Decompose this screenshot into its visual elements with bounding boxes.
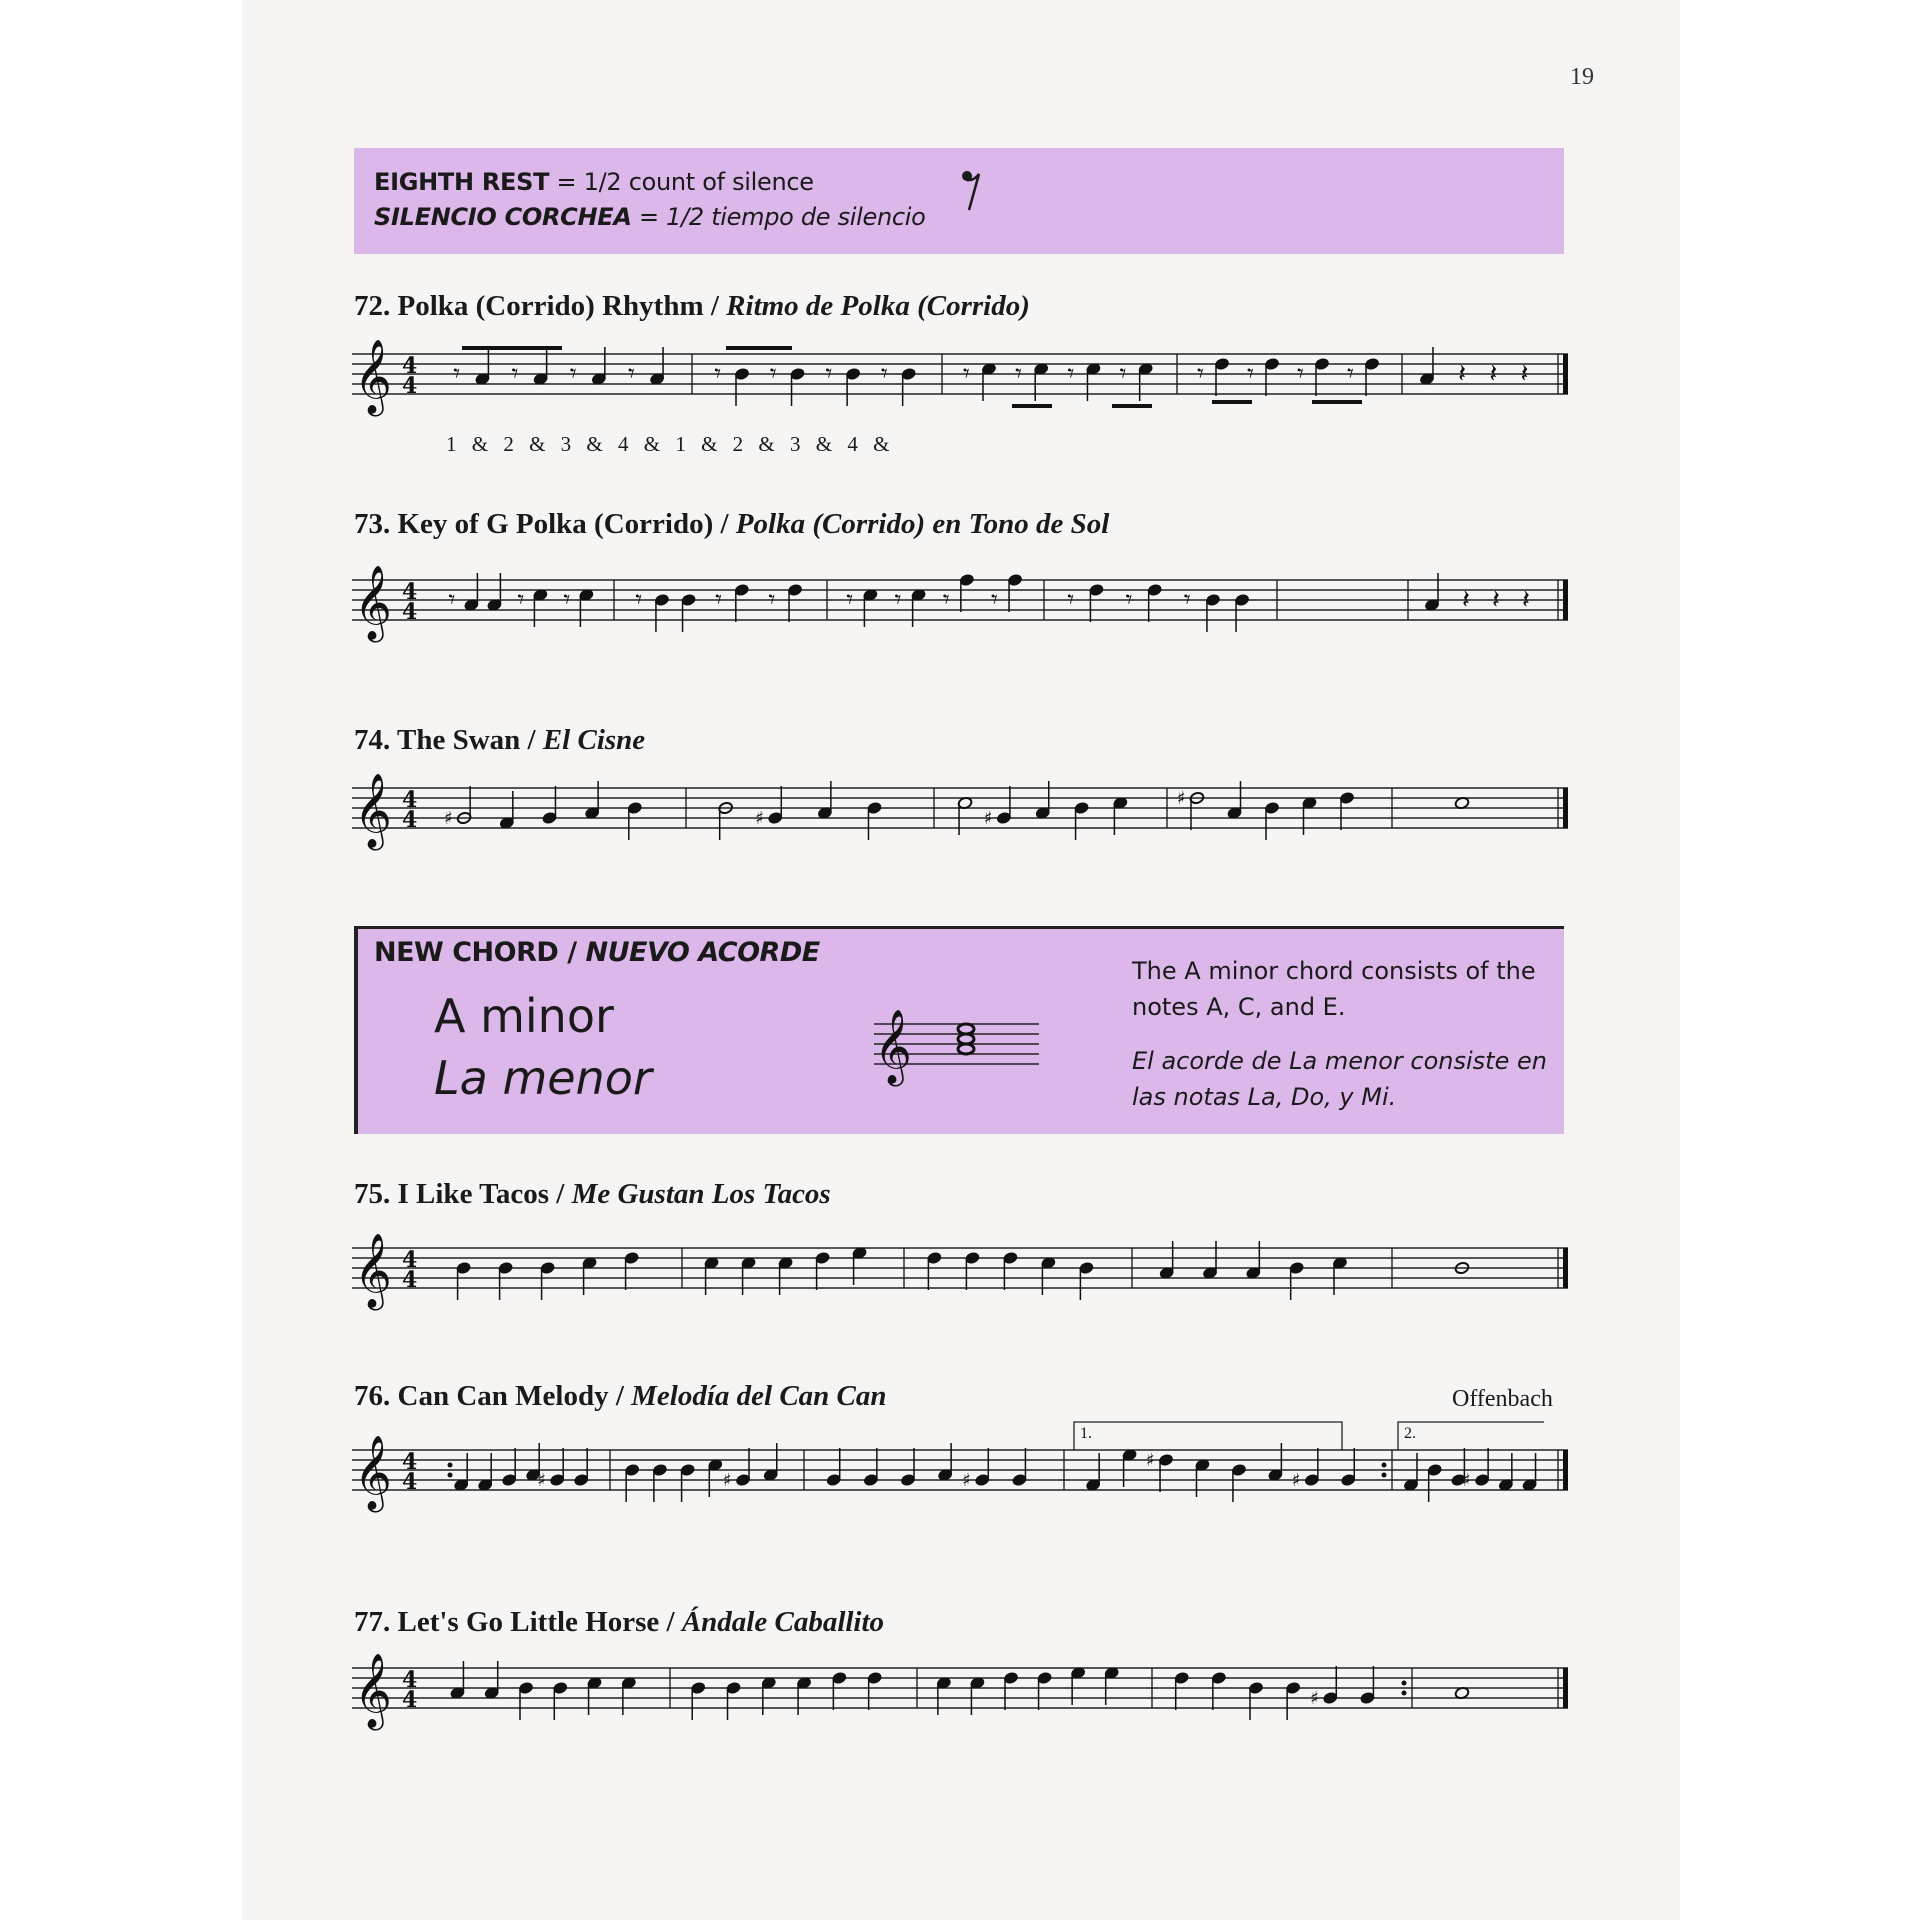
rest-icon: 𝄾 — [1297, 359, 1304, 389]
rest-icon: 𝄾 — [1119, 359, 1127, 389]
treble-clef-icon: 𝄞 — [354, 1436, 392, 1510]
rest-icon: 𝄾 — [846, 585, 854, 615]
sharp-icon: ♯ — [1291, 1470, 1301, 1491]
time-signature-bottom: 4 — [402, 599, 418, 625]
title-separator: / — [666, 1606, 675, 1638]
rest-icon: 𝄾 — [769, 359, 777, 389]
exercise-title-es: Ándale Caballito — [681, 1606, 885, 1638]
beam — [462, 346, 562, 350]
rest-icon: 𝄽 — [1489, 359, 1498, 389]
rest-icon: 𝄾 — [825, 359, 833, 389]
staff-exercise-76 — [352, 1410, 1568, 1530]
sharp-icon: ♯ — [1310, 1688, 1320, 1709]
rest-icon: 𝄽 — [1522, 585, 1530, 615]
time-signature-bottom: 4 — [402, 1267, 418, 1293]
a-minor-chord-staff — [874, 989, 1044, 1099]
rest-icon: 𝄾 — [448, 585, 456, 615]
rest-icon: 𝄽 — [1520, 359, 1529, 389]
eighth-rest-def: = 1/2 count of silence — [556, 168, 814, 196]
exercise-title-en: I Like Tacos — [397, 1178, 549, 1210]
treble-clef-icon: 𝄞 — [354, 340, 392, 414]
exercise-77-title — [354, 1606, 884, 1639]
exercise-title-en: Can Can Melody — [397, 1380, 609, 1412]
final-barline-thick — [1563, 354, 1568, 394]
beam — [1112, 404, 1152, 408]
rest-icon: 𝄾 — [880, 359, 888, 389]
time-signature-bottom: 4 — [402, 373, 418, 399]
treble-clef-icon: 𝄞 — [354, 774, 392, 848]
time-signature-top: 4 — [402, 1667, 418, 1693]
rest-icon: 𝄾 — [714, 359, 722, 389]
sharp-icon: ♯ — [1462, 1470, 1471, 1491]
sharp-icon: ♯ — [983, 808, 993, 829]
heading-en: NEW CHORD — [374, 937, 559, 968]
exercise-76-title — [354, 1380, 887, 1413]
treble-clef-icon: 𝄞 — [354, 1234, 392, 1308]
rest-icon: 𝄾 — [511, 359, 519, 389]
rest-icon: 𝄾 — [1015, 359, 1023, 389]
repeat-dot — [448, 1473, 453, 1478]
rest-icon: 𝄾 — [1197, 359, 1204, 389]
eighth-rest-callout — [354, 148, 1564, 254]
final-barline-thick — [1563, 580, 1568, 620]
chord-note-head — [958, 1024, 974, 1034]
sharp-icon: ♯ — [755, 808, 764, 829]
exercise-title-es: El Cisne — [542, 724, 646, 756]
eighth-rest-term: EIGHTH REST — [374, 168, 550, 196]
rest-icon: 𝄾 — [517, 585, 525, 615]
repeat-dot — [1382, 1473, 1387, 1478]
new-chord-callout — [354, 926, 1564, 1134]
sharp-icon: ♯ — [962, 1470, 972, 1491]
chord-description-es: El acorde de La menor consiste en las notas La, Do, y Mi. — [1132, 1047, 1547, 1111]
rest-icon: 𝄾 — [962, 359, 970, 389]
exercise-title-es: Melodía del Can Can — [631, 1380, 887, 1412]
rest-icon: 𝄾 — [1125, 585, 1133, 615]
exercise-75-title — [354, 1178, 831, 1211]
rest-icon: 𝄾 — [569, 359, 577, 389]
sharp-icon: ♯ — [1177, 788, 1186, 809]
eighth-rest-definition-es — [374, 203, 926, 231]
staff-exercise-75 — [352, 1228, 1568, 1328]
eighth-rest-definition-en — [374, 168, 814, 196]
rest-icon: 𝄾 — [715, 585, 723, 615]
time-signature-top: 4 — [402, 787, 418, 813]
sharp-icon: ♯ — [444, 808, 453, 829]
exercise-number: 76. — [354, 1380, 391, 1412]
exercise-73-title — [354, 508, 1109, 541]
final-barline-thick — [1563, 1668, 1568, 1708]
rest-icon: 𝄾 — [627, 359, 635, 389]
chord-name-en: A minor — [434, 989, 614, 1043]
rest-icon: 𝄾 — [1067, 585, 1075, 615]
page-number: 19 — [1570, 64, 1594, 90]
title-separator: / — [556, 1178, 565, 1210]
exercise-title-es: Me Gustan Los Tacos — [571, 1178, 831, 1210]
exercise-number: 75. — [354, 1178, 391, 1210]
title-separator: / — [615, 1380, 624, 1412]
exercise-title-en: Key of G Polka (Corrido) — [397, 508, 714, 540]
rest-icon: 𝄾 — [1347, 359, 1354, 389]
exercise-title-en: Polka (Corrido) Rhythm — [397, 290, 704, 322]
exercise-title-en: The Swan — [396, 724, 521, 756]
title-separator: / — [527, 724, 536, 756]
counting-guide: 1 & 2 & 3 & 4 & 1 & 2 & 3 & 4 & — [446, 432, 891, 456]
sharp-icon: ♯ — [537, 1470, 546, 1491]
treble-clef-icon: 𝄞 — [354, 566, 392, 640]
eighth-rest-icon — [958, 166, 988, 216]
rest-icon: 𝄾 — [768, 585, 776, 615]
staff-exercise-72 — [352, 334, 1568, 434]
title-separator: / — [720, 508, 729, 540]
time-signature-bottom: 4 — [402, 1687, 418, 1713]
exercise-title-es: Ritmo de Polka (Corrido) — [726, 290, 1030, 322]
exercise-title-en: Let's Go Little Horse — [397, 1606, 660, 1638]
treble-clef-icon: 𝄞 — [354, 1654, 392, 1728]
rest-icon: 𝄾 — [1067, 359, 1075, 389]
chord-name-es: La menor — [434, 1051, 652, 1105]
rest-icon: 𝄽 — [1492, 585, 1500, 615]
repeat-dot — [1402, 1691, 1407, 1696]
exercise-72-title — [354, 290, 1030, 323]
treble-clef-icon: 𝄞 — [874, 1010, 912, 1084]
rest-icon: 𝄾 — [635, 585, 643, 615]
exercise-number: 77. — [354, 1606, 391, 1638]
exercise-number: 74. — [354, 724, 391, 756]
exercise-number: 72. — [354, 290, 391, 322]
final-barline-thick — [1563, 1450, 1568, 1490]
title-separator: / — [710, 290, 719, 322]
time-signature-bottom: 4 — [402, 1469, 418, 1495]
repeat-dot — [1402, 1681, 1407, 1686]
time-signature-top: 4 — [402, 1247, 418, 1273]
chord-description-en: The A minor chord consists of the notes A, C, and E. — [1132, 957, 1536, 1021]
silencio-corchea-term: SILENCIO CORCHEA — [374, 203, 632, 231]
rest-icon: 𝄾 — [1247, 359, 1254, 389]
first-ending-bracket — [1074, 1422, 1342, 1450]
composer-credit: Offenbach — [1452, 1386, 1553, 1412]
first-ending-label: 1. — [1080, 1425, 1092, 1442]
staff-exercise-77 — [352, 1648, 1568, 1748]
exercise-title-es: Polka (Corrido) en Tono de Sol — [735, 508, 1110, 540]
second-ending-label: 2. — [1404, 1425, 1416, 1442]
staff-exercise-73 — [352, 560, 1568, 660]
rest-icon: 𝄾 — [453, 359, 461, 389]
heading-es: NUEVO ACORDE — [585, 937, 820, 968]
beam — [1012, 404, 1052, 408]
sharp-icon: ♯ — [1146, 1450, 1155, 1471]
repeat-dot — [1382, 1463, 1387, 1468]
time-signature-top: 4 — [402, 579, 418, 605]
rest-icon: 𝄾 — [942, 585, 950, 615]
second-ending-bracket — [1398, 1422, 1544, 1450]
time-signature-top: 4 — [402, 353, 418, 379]
exercise-74-title — [354, 724, 645, 757]
exercise-number: 73. — [354, 508, 391, 540]
sharp-icon: ♯ — [723, 1470, 732, 1491]
rest-icon: 𝄽 — [1462, 585, 1470, 615]
rest-icon: 𝄾 — [990, 585, 998, 615]
beam — [726, 346, 792, 350]
beam — [1312, 400, 1362, 404]
beam — [1212, 400, 1252, 404]
rest-icon: 𝄾 — [894, 585, 902, 615]
repeat-dot — [448, 1463, 453, 1468]
time-signature-top: 4 — [402, 1449, 418, 1475]
rest-icon: 𝄽 — [1458, 359, 1467, 389]
silencio-corchea-def: = 1/2 tiempo de silencio — [639, 203, 926, 231]
rest-icon: 𝄾 — [1183, 585, 1191, 615]
new-chord-heading — [374, 937, 820, 968]
time-signature-bottom: 4 — [402, 807, 418, 833]
heading-separator: / — [567, 937, 577, 968]
final-barline-thick — [1563, 788, 1568, 828]
final-barline-thick — [1563, 1248, 1568, 1288]
staff-exercise-74 — [352, 768, 1568, 868]
rest-icon: 𝄾 — [563, 585, 571, 615]
